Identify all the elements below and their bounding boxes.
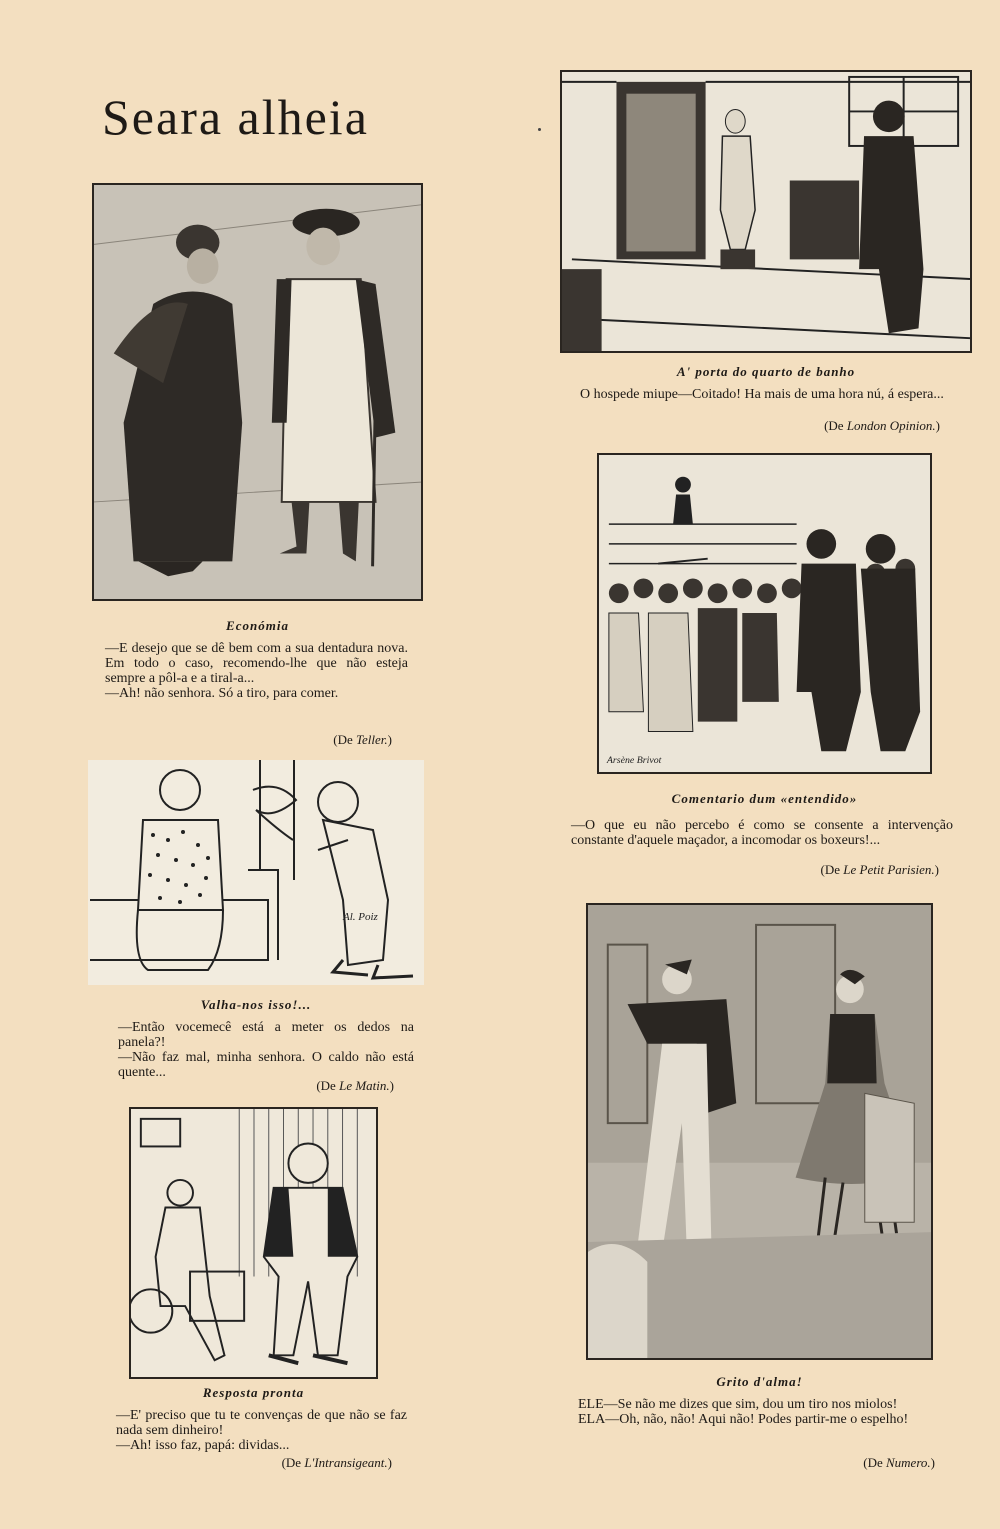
signature-poiz: Al. Poiz (343, 911, 378, 923)
dialogue-line: O hospede miupe—Coitado! Ha mais de uma hora nú, á espera... (580, 387, 944, 402)
dialogue-line: —Não faz mal, minha senhora. O caldo não está quente... (118, 1050, 414, 1080)
dialogue-line: —E' preciso que tu te convenças de que não se faz nada sem dinheiro! (116, 1408, 407, 1438)
dialogue-line: ELA—Oh, não, não! Aqui não! Podes partir-me o espelho! (578, 1412, 909, 1427)
page-title: Seara alheia (102, 89, 369, 145)
caption-comentario: Comentario dum «entendido» (671, 791, 858, 806)
dialogue-economia (105, 641, 408, 701)
dialogue-resposta-pronta (116, 1408, 407, 1453)
illustration-valha-nos (88, 760, 424, 985)
dialogue-porta-quarto (580, 387, 957, 402)
illustration-grito-dalma (586, 903, 933, 1360)
illustration-resposta-pronta (129, 1107, 378, 1379)
source-l-intransigeant: (De L'Intransigeant.) (281, 1455, 392, 1470)
caption-valha-nos: Valha-nos isso!... (200, 997, 312, 1012)
dialogue-line: —E desejo que se dê bem com a sua dentadura nova. Em todo o caso, recomendo-lhe que não esteja sempre a pôl-a e a tiral-a... (105, 641, 408, 686)
print-speck (538, 128, 541, 131)
caption-resposta-pronta: Resposta pronta (202, 1385, 305, 1400)
caption-economia: Económia (226, 618, 289, 633)
source-le-petit-parisien: (De Le Petit Parisien.) (820, 862, 939, 877)
caption-grito-dalma: Grito d'alma! (716, 1374, 803, 1389)
caption-porta-quarto: A' porta do quarto de banho (676, 364, 856, 379)
illustration-porta-quarto (560, 70, 972, 353)
illustration-economia (92, 183, 423, 601)
dialogue-line: —Ah! não senhora. Só a tiro, para comer. (105, 686, 339, 701)
dialogue-comentario (571, 818, 953, 848)
source-numero: (De Numero.) (863, 1455, 935, 1470)
dialogue-line: —O que eu não percebo é como se consente a intervenção constante d'aquele maçador, a incomodar os boxeurs!... (571, 818, 953, 848)
dialogue-grito-dalma (578, 1397, 952, 1427)
source-le-matin: (De Le Matin.) (316, 1078, 394, 1093)
dialogue-valha-nos (118, 1020, 414, 1080)
dialogue-line: —Ah! isso faz, papá: dividas... (116, 1438, 290, 1453)
dialogue-line: ELE—Se não me dizes que sim, dou um tiro nos miolos! (578, 1397, 898, 1412)
dialogue-line: —Então vocemecê está a meter os dedos na panela?! (118, 1020, 414, 1050)
source-teller: (De Teller.) (333, 732, 392, 747)
source-london-opinion: (De London Opinion.) (824, 418, 940, 433)
signature-brivot: Arsène Brivot (606, 755, 662, 767)
illustration-comentario (597, 453, 932, 774)
